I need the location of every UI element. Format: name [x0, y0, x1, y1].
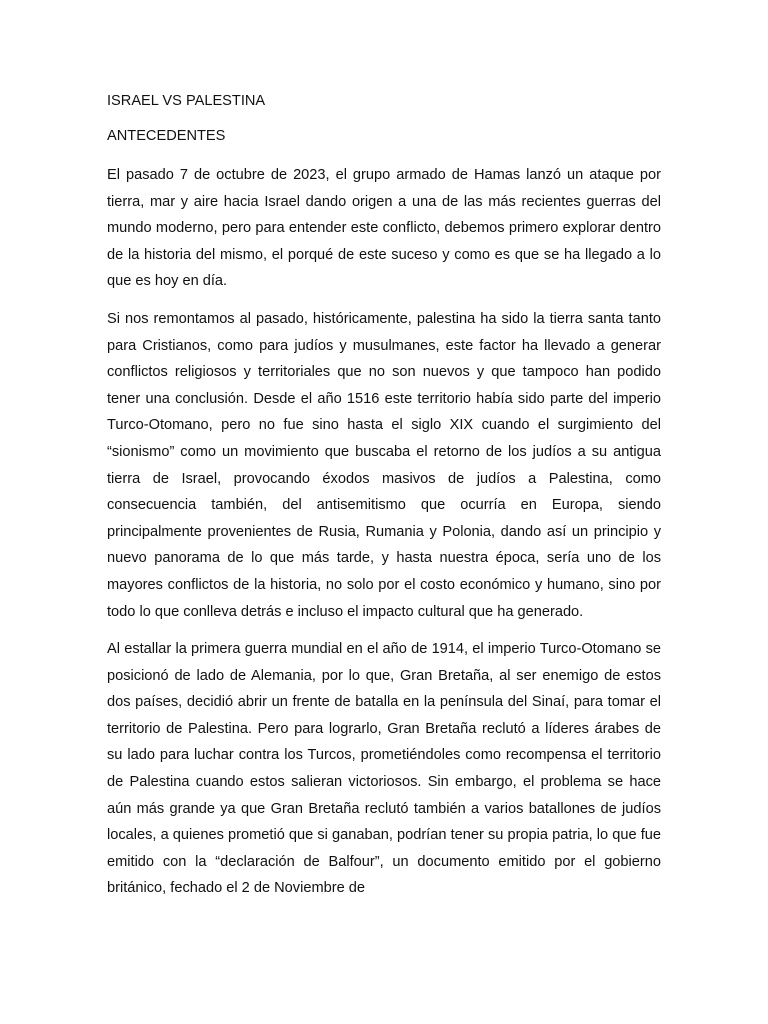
paragraph-1: El pasado 7 de octubre de 2023, el grupo armado de Hamas lanzó un ataque por tierra, mar y aire hacia Israel dando origen a una de las más recientes guerras del mundo moderno, pero para entender este conflicto, debemos primero explorar dentro de la historia del mismo, el porqué de este suceso y como es que se ha llegado a lo que es hoy en día.: [107, 167, 661, 290]
paragraph-2: Si nos remontamos al pasado, históricamente, palestina ha sido la tierra santa tanto para Cristianos, como para judíos y musulmanes, este factor ha llevado a generar conflictos religiosos y territoriales que no son nuevos y que tampoco han podido tener una conclusión. Desde el año 1516 este territorio había sido parte del imperio Turco-Otomano, pero no fue sino hasta el siglo XIX cuando el surgimiento del “sionismo” como un movimiento que buscaba el retorno de los judíos a su antigua tierra de Israel, provocando éxodos masivos de judíos a Palestina, como consecuencia también, del antisemitismo que ocurría en Europa, siendo principalmente provenientes de Rusia, Rumania y Polonia, dando así un principio y nuevo panorama de lo que más tarde, y hasta nuestra época, sería uno de los mayores conflictos de la historia, no solo por el costo económico y humano, sino por todo lo que conlleva detrás e incluso el impacto cultural que ha generado.: [107, 310, 661, 620]
paragraph-3: Al estallar la primera guerra mundial en el año de 1914, el imperio Turco-Otomano se posicionó de lado de Alemania, por lo que, Gran Bretaña, al ser enemigo de estos dos países, decidió abrir un frente de batalla en la península del Sinaí, para tomar el territorio de Palestina. Pero para lograrlo, Gran Bretaña reclutó a líderes árabes de su lado para luchar contra los Turcos, prometiéndoles como recompensa el territorio de Palestina cuando estos salieran victoriosos. Sin embargo, el problema se hace aún más grande ya que Gran Bretaña reclutó también a varios batallones de judíos locales, a quienes prometió que si ganaban, podrían tener su propia patria, lo que fue emitido con la “declaración de Balfour”, un documento emitido por el gobierno británico, fechado el 2 de Noviembre de: [107, 641, 661, 897]
section-heading: ANTECEDENTES: [107, 128, 226, 144]
document-body: [107, 92, 661, 913]
document-title: ISRAEL VS PALESTINA: [107, 93, 266, 109]
